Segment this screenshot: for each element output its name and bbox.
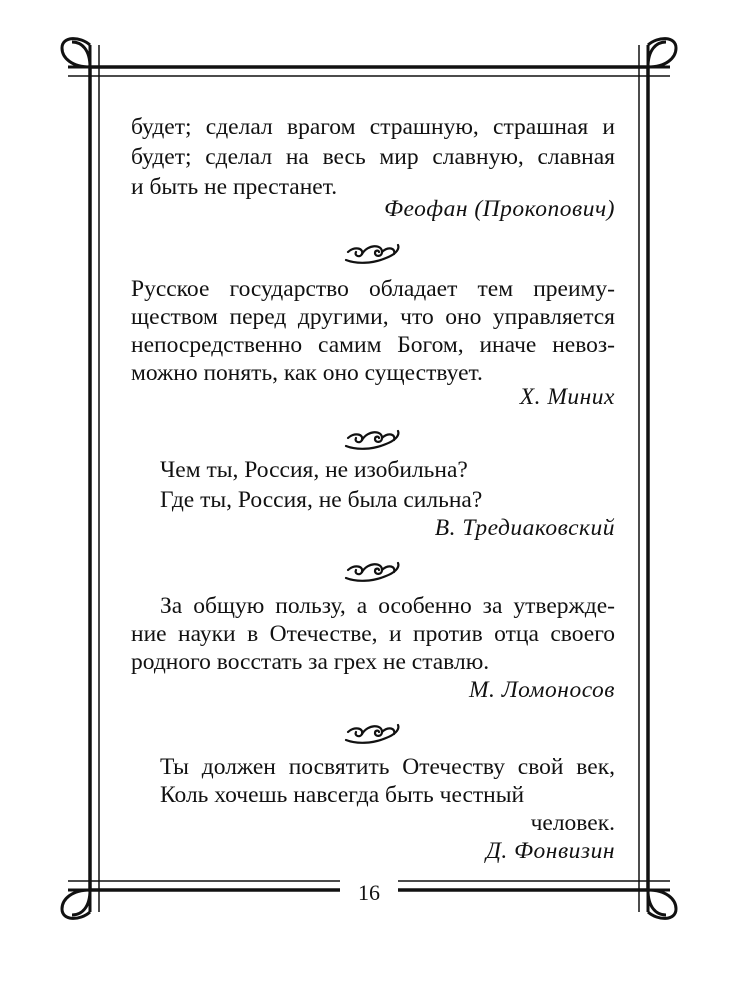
quote-4-line-3: родного восстать за грех не ставлю.: [131, 649, 490, 675]
flourish-icon: [342, 718, 404, 750]
quote-1-line-1: будет; сделал врагом страшную, страшная и: [131, 114, 615, 140]
quote-5-line-3: человек.: [530, 810, 615, 836]
quote-1-author: Феофан (Прокопович): [384, 196, 615, 222]
quote-5-line-1: Ты должен посвятить Отечеству свой век,: [160, 754, 615, 780]
page-number: 16: [340, 880, 398, 906]
quote-2-line-1: Русское государство обладает тем преиму-: [131, 276, 615, 302]
quote-1-line-3: и быть не престанет.: [131, 174, 338, 200]
quote-2-line-3: непосредственно самим Богом, иначе невоз-: [131, 332, 615, 358]
quote-3-line-2: Где ты, Россия, не была сильна?: [160, 487, 483, 513]
quote-2-line-2: ществом перед другими, что оно управляется: [131, 304, 615, 330]
quote-3-line-1: Чем ты, Россия, не изобильна?: [160, 457, 468, 483]
quote-5-author: Д. Фонвизин: [485, 838, 615, 864]
quote-2-line-4: можно понять, как оно существует.: [131, 360, 483, 386]
flourish-icon: [342, 556, 404, 588]
quote-3-author: В. Тредиаковский: [434, 515, 615, 541]
quote-2-author: Х. Миних: [519, 384, 615, 410]
flourish-icon: [342, 424, 404, 456]
quote-1-line-2: будет; сделал на весь мир славную, славная: [131, 144, 615, 170]
quote-4-line-1: За общую пользу, а особенно за утвержде-: [160, 593, 615, 619]
quote-5-line-2: Коль хочешь навсегда быть честный: [160, 782, 525, 808]
quote-4-line-2: ние науки в Отечестве, и против отца своего: [131, 621, 615, 647]
quote-4-author: М. Ломоносов: [468, 677, 615, 703]
flourish-icon: [342, 238, 404, 270]
